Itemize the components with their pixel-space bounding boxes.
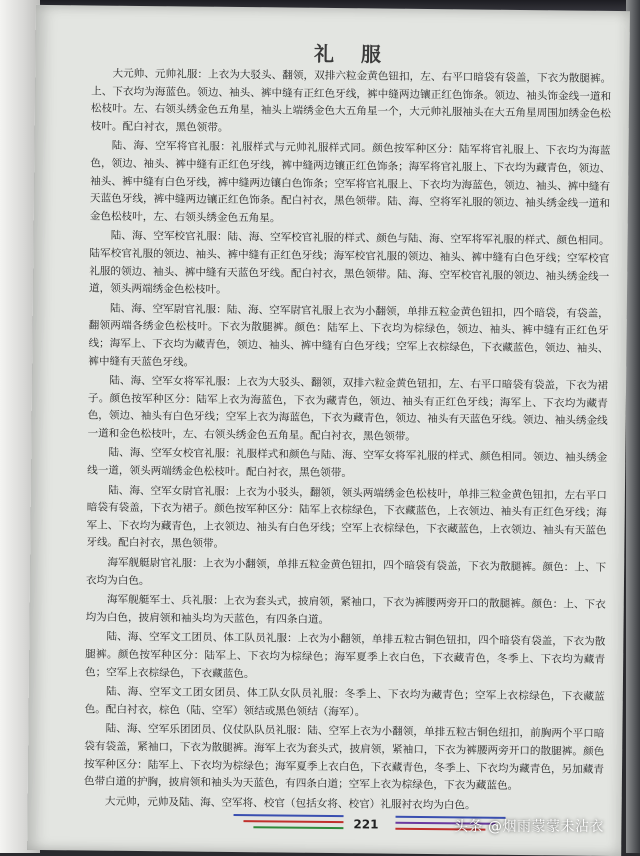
paragraph: 陆、海、空军乐团团员、仪仗队队员礼服：陆、空军上衣为小翻领，单排五粒古铜色纽扣，前胸两个平口暗袋有袋盖，紧袖口，下衣为散腿裤。海军上衣为套头式，披肩领，紧袖口，下衣为裤腰两旁开口的散腿裤。颜色按军种区分：陆军上、下衣均为棕绿色；海军夏季上衣白色，下衣藏青色，冬季上、下衣均为藏青色，另加藏青色带白道的护胸，披肩领和袖头为天蓝色，有四条白道；空军上衣为棕绿色，下衣为藏蓝色。 [83, 723, 605, 793]
book-page [27, 5, 630, 856]
footer-rule-red [243, 820, 343, 823]
paragraph: 大元帅、元帅礼服：上衣为大驳头、翻领，双排六粒金黄色钮扣，左、右平口暗袋有袋盖，下衣为散腿裤。上、下衣均为海蓝色。领边、袖头、裤中缝有正红色牙线，裤中缝两边镶正红色饰条。领边、袖头饰金线一道和松枝叶。左、右领头绣金色五角星，袖头上端绣金色大五角星一个，大元帅礼服袖头在大五角星周围加绣金色松枝叶。配白衬衣，黑色领带。 [90, 67, 612, 134]
article-body [84, 65, 612, 818]
paragraph: 陆、海、空军文工团女团员、体工队女队员礼服：冬季上、下衣均为藏青色；空军上衣棕绿色，下衣藏蓝色。配白衬衣，棕色（陆、空军）领结或黑色领结（海军）。 [84, 685, 605, 719]
paragraph: 陆、海、空军文工团员、体工队员礼服：上衣为小翻领，单排五粒古铜色钮扣，四个暗袋有袋盖，下衣为散腿裤。颜色按军种区分：陆军上、下衣均为棕绿色；海军夏季上衣白色，下衣藏青色，冬季上、下衣均为藏青色；空军上衣棕绿色，下衣藏蓝色。 [84, 631, 606, 680]
page-content [83, 5, 614, 855]
paragraph: 陆、海、空军尉官礼服：陆、海、空军尉官礼服上衣为小翻领，单排五粒金黄色钮扣，四个暗袋，有袋盖，翻领两端各绣金色松枝叶。下衣为散腿裤。颜色：陆军上、下衣均为棕绿色，领边、袖头、裤中缝有正红色牙线；海军上、下衣均为藏青色，领边、袖头、裤中缝有白色牙线；空军上衣棕绿色，下衣藏蓝色，领边、袖头、裤中缝有天蓝色牙线。 [88, 302, 609, 369]
paragraph: 陆、海、空军校官礼服：陆、海、空军校官礼服的样式、颜色与陆、海、空军将军礼服的样式、颜色相同。陆军校官礼服的领边、袖头、裤中缝有正红色牙线；海军校官礼服的领边、袖头、裤中缝有白色牙线；空军校官礼服的领边、袖头、裤中缝有天蓝色牙线。配白衬衣，黑色领带。陆、海、空军校官礼服的领边、袖头绣金线一道，领头两端绣金色松枝叶。 [88, 230, 610, 297]
paragraph: 陆、海、空军女校官礼服：礼服样式和颜色与陆、海、空军女将军礼服的样式、颜色相同。领边、袖头绣金线一道，领头两端绣金色松枝叶。配白衬衣，黑色领带。 [87, 447, 608, 480]
paragraph: 大元帅，元帅及陆、海、空军将、校官（包括女将、校官）礼服衬衣均为白色。 [104, 795, 476, 812]
page-number: 221 [353, 817, 379, 832]
paragraph: 陆、海、空军将官礼服：礼服样式与元帅礼服样式同。颜色按军种区分：陆军将官礼服上、下衣均为海蓝色，领边、袖头、裤中缝有正红色牙线，裤中缝两边镶正红色饰条；海军将官礼服上、下衣均为藏青色，领边、袖头、裤中缝有白色牙线，裤中缝两边镶白色饰条；空军将官礼服上、下衣均为海蓝色，领边、袖头、裤中缝有天蓝色牙线，裤中缝两边镶正红色饰条。配白衬衣，黑色领带。陆、海、空将军礼服的领边、袖头绣金线一道和金色松枝叶，左、右领头绣金色五角星。 [89, 140, 611, 225]
paragraph: 陆、海、空军女将军礼服：上衣为大驳头、翻领，双排六粒金黄色钮扣，左、右平口暗袋有袋盖，下衣为裙子。颜色按军种区分：陆军上衣为海蓝色，下衣为藏青色，领边、袖头有正红色牙线；海军上、下衣均为藏青色，领边、袖头有白色牙线；空军上衣为海蓝色，下衣为藏青色，领边、袖头有天蓝色牙线。领边、袖头绣金线一道和金色松枝叶，左、右领头绣金色五角星。配白衬衣，黑色领带。 [87, 374, 609, 443]
paragraph: 海军舰艇军士、兵礼服：上衣为套头式，披肩领，紧袖口，下衣为裤腰两旁开口的散腿裤。颜色：上、下衣均为白色，披肩领和袖头均为天蓝色，有四条白道。 [85, 593, 606, 626]
paragraph: 陆、海、空军女尉官礼服：上衣为小驳头，翻领，领头两端绣金色松枝叶，单排三粒金黄色钮扣，左右平口暗袋有袋盖，下衣为裙子。颜色按军种区分：陆军上衣棕绿色，下衣藏蓝色，上衣领边、袖头有正红色牙线；海军上、下衣均为藏青色，上衣领边、袖头有白色牙线；空军上衣棕绿色，下衣藏蓝色，上衣领边、袖头有天蓝色牙线。配白衬衣，黑色领带。 [86, 484, 607, 551]
footer-rule-blue [234, 814, 344, 817]
paragraph: 海军舰艇尉官礼服：上衣为小翻领，单排五粒金黄色钮扣，四个暗袋有袋盖，下衣为散腿裤。颜色：上、下衣均为白色。 [85, 556, 607, 587]
footer-rule-green [253, 826, 343, 829]
page-title: 礼 服 [313, 41, 392, 67]
watermark-text: 头条 @烟雨蒙蒙未沾衣 [454, 819, 604, 835]
